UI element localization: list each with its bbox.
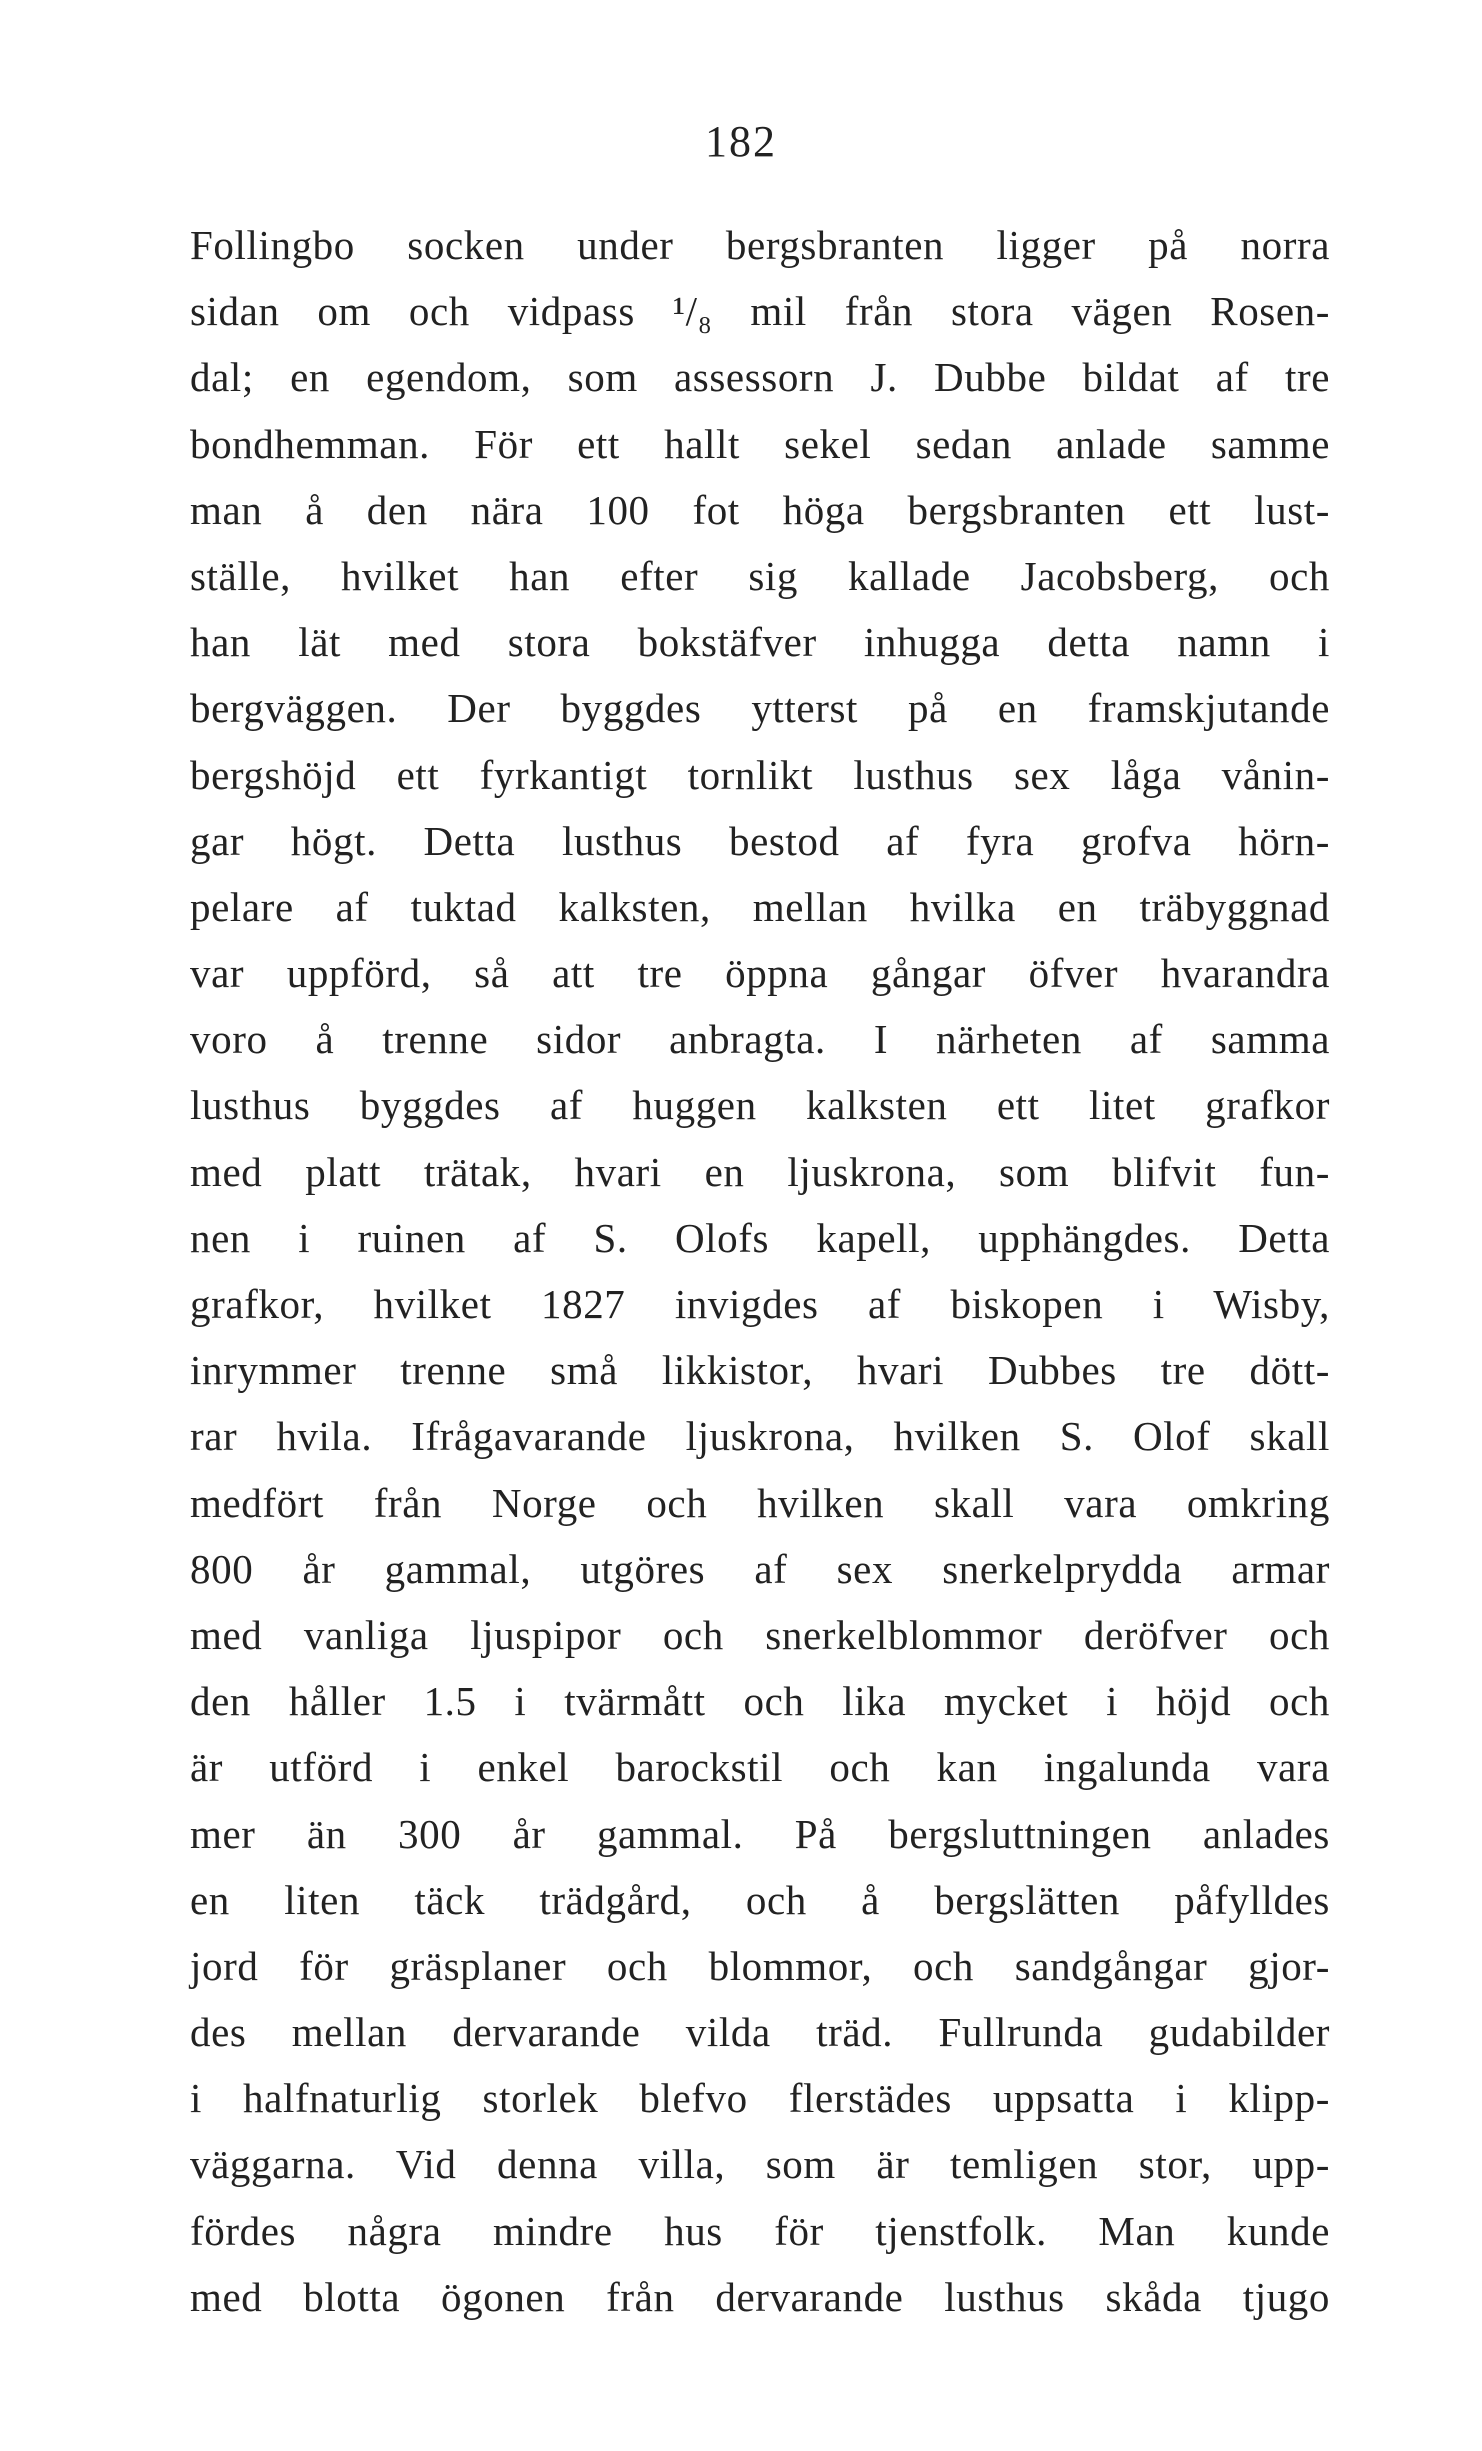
text-line: ställe, hvilket han efter sig kallade Jacobsberg, och (190, 552, 1330, 599)
text-line: den håller 1.5 i tvärmått och lika mycket i höjd och (190, 1678, 1330, 1725)
text-line: med platt trätak, hvari en ljuskrona, som blifvit fun- (190, 1148, 1330, 1195)
text-line: dal; en egendom, som assessorn J. Dubbe bildat af tre (190, 354, 1330, 401)
text-line: lusthus byggdes af huggen kalksten ett litet grafkor (190, 1082, 1330, 1129)
text-line: inrymmer trenne små likkistor, hvari Dubbes tre dött- (190, 1347, 1330, 1394)
text-line: han lät med stora bokstäfver inhugga detta namn i (190, 619, 1330, 666)
text-line: des mellan dervarande vilda träd. Fullrunda gudabilder (190, 2009, 1330, 2056)
text-line: pelare af tuktad kalksten, mellan hvilka en träbyggnad (190, 883, 1330, 930)
text-line: bergväggen. Der byggdes ytterst på en framskjutande (190, 685, 1330, 732)
text-line: rar hvila. Ifrågavarande ljuskrona, hvilken S. Olof skall (190, 1413, 1330, 1460)
text-line: gar högt. Detta lusthus bestod af fyra grofva hörn- (190, 817, 1330, 864)
text-line: voro å trenne sidor anbragta. I närheten af samma (190, 1016, 1330, 1063)
text-line: i halfnaturlig storlek blefvo flerstädes uppsatta i klipp- (190, 2075, 1330, 2122)
page-number: 182 (705, 117, 777, 166)
text-line: en liten täck trädgård, och å bergslätten påfylldes (190, 1876, 1330, 1923)
text-line: med vanliga ljuspipor och snerkelblommor deröfver och (190, 1611, 1330, 1658)
text-line: fördes några mindre hus för tjenstfolk. Man kunde (190, 2207, 1330, 2254)
text-line: sidan om och vidpass ¹/₈ mil från stora vägen Rosen- (190, 288, 1330, 335)
text-line: jord för gräsplaner och blommor, och sandgångar gjor- (190, 1942, 1330, 1989)
text-line: nen i ruinen af S. Olofs kapell, upphängdes. Detta (190, 1214, 1330, 1261)
text-line: Follingbo socken under bergsbranten ligger på norra (190, 222, 1330, 268)
text-line: 800 år gammal, utgöres af sex snerkelprydda armar (190, 1545, 1330, 1592)
text-line: mer än 300 år gammal. På bergsluttningen anlades (190, 1810, 1330, 1857)
text-line: är utförd i enkel barockstil och kan ingalunda vara (190, 1744, 1330, 1791)
text-line: väggarna. Vid denna villa, som är temligen stor, upp- (190, 2141, 1330, 2188)
body-text (190, 212, 1330, 2330)
text-line: grafkor, hvilket 1827 invigdes af biskopen i Wisby, (190, 1281, 1330, 1327)
text-line: var uppförd, så att tre öppna gångar öfver hvarandra (190, 950, 1330, 997)
text-line: man å den nära 100 fot höga bergsbranten ett lust- (190, 486, 1330, 533)
text-line: bondhemman. För ett hallt sekel sedan anlade samme (190, 420, 1330, 467)
text-line: med blotta ögonen från dervarande lusthus skåda tjugo (190, 2273, 1330, 2320)
text-line: bergshöjd ett fyrkantigt tornlikt lusthus sex låga vånin- (190, 751, 1330, 798)
text-line: medfört från Norge och hvilken skall vara omkring (190, 1479, 1330, 1526)
